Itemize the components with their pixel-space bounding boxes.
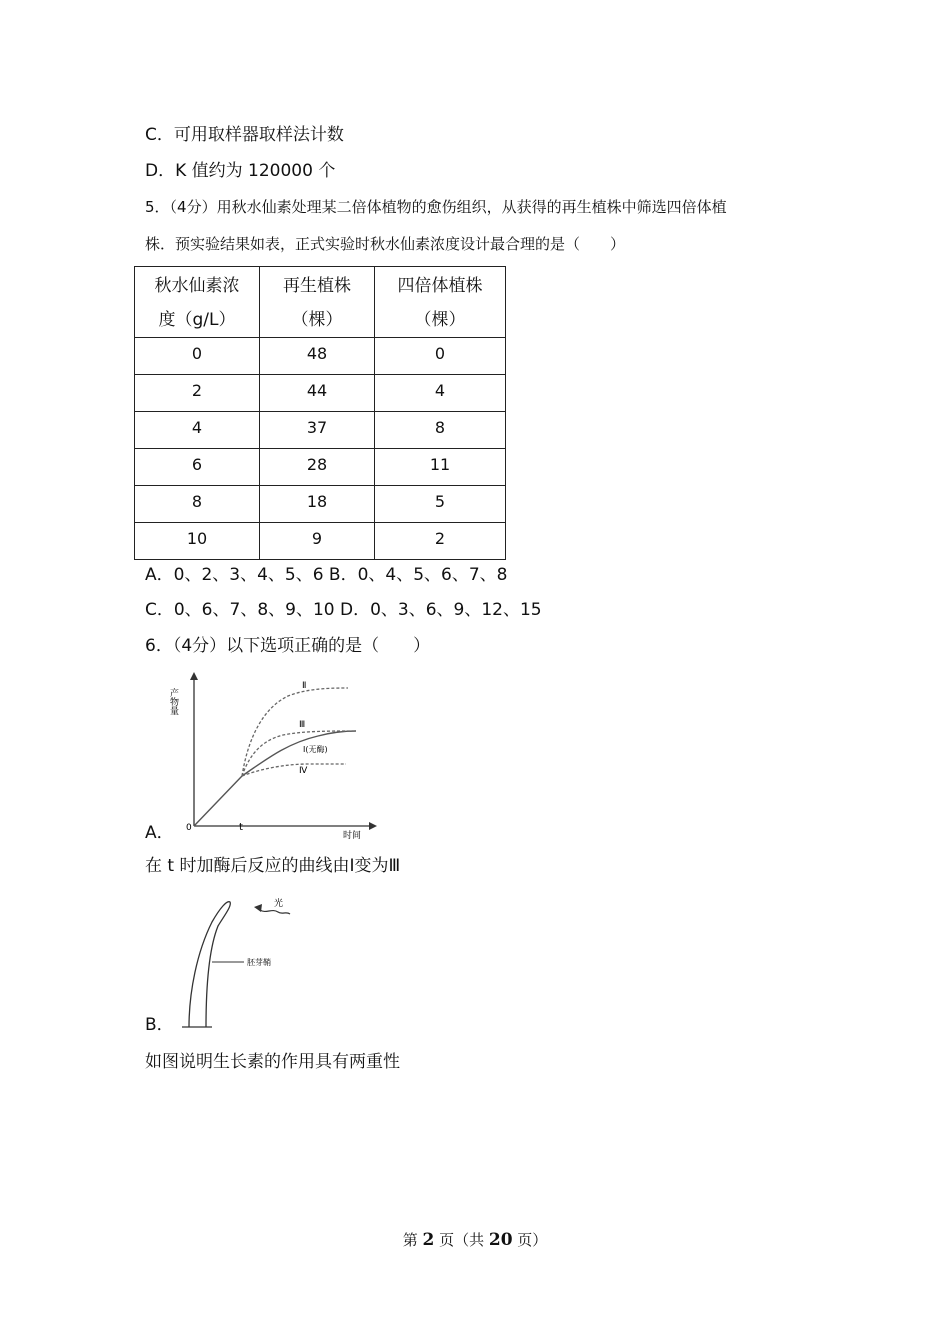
curve-label-ii: Ⅱ — [302, 681, 307, 691]
q4-option-d: D．K 值约为 120000 个 — [145, 161, 336, 181]
q5-options-line2: C．0、6、7、8、9、10 D．0、3、6、9、12、15 — [145, 600, 542, 620]
q5-options-line1: A．0、2、3、4、5、6 B．0、4、5、6、7、8 — [145, 565, 508, 585]
table-row — [135, 449, 506, 486]
page-total: 20 — [488, 1230, 513, 1250]
x-axis-arrow — [369, 822, 377, 830]
table-cell: 11 — [375, 449, 506, 486]
q6-option-a-label: A． — [145, 823, 174, 843]
coleoptile-outline — [182, 902, 230, 1027]
curve-label-i: Ⅰ(无酶) — [303, 745, 328, 754]
q6-stem: 6．（4分）以下选项正确的是（ ） — [145, 636, 431, 656]
table-cell: 44 — [260, 375, 375, 412]
table-cell: 5 — [375, 486, 506, 523]
table-row — [135, 486, 506, 523]
q5-table — [134, 266, 506, 560]
table-cell: 48 — [260, 338, 375, 375]
table-row — [135, 523, 506, 560]
q5-stem-line2: 株．预实验结果如表，正式实验时秋水仙素浓度设计最合理的是（ ） — [145, 235, 626, 253]
header-tetraploid: 四倍体植株 （棵） — [375, 267, 506, 338]
page-footer: 第 2 页（共 20 页） — [402, 1230, 548, 1250]
curve-iii — [242, 731, 353, 776]
light-arrow-head — [254, 904, 262, 912]
table-cell: 4 — [375, 375, 506, 412]
light-label: 光 — [274, 899, 284, 909]
table-row — [135, 375, 506, 412]
table-header-row — [135, 267, 506, 338]
enzyme-reaction-graph — [168, 668, 388, 840]
table-row — [135, 412, 506, 449]
table-cell: 28 — [260, 449, 375, 486]
table-cell: 6 — [135, 449, 260, 486]
t-label: t — [239, 822, 243, 833]
header-concentration: 秋水仙素浓 度（g/L） — [135, 267, 260, 338]
table-cell: 0 — [135, 338, 260, 375]
q6-option-a-text: 在 t 时加酶后反应的曲线由Ⅰ变为Ⅲ — [145, 856, 401, 876]
table-cell: 37 — [260, 412, 375, 449]
table-cell: 2 — [135, 375, 260, 412]
q4-option-c: C．可用取样器取样法计数 — [145, 125, 344, 145]
origin-label: 0 — [186, 823, 192, 833]
header-regenerated: 再生植株 （棵） — [260, 267, 375, 338]
table-cell: 8 — [375, 412, 506, 449]
table-cell: 18 — [260, 486, 375, 523]
table-cell: 4 — [135, 412, 260, 449]
table-row — [135, 338, 506, 375]
y-axis-arrow — [190, 672, 198, 680]
part-label: 胚芽鞘 — [247, 958, 271, 967]
light-arrow — [260, 910, 290, 914]
curve-ii — [242, 688, 348, 776]
q6-option-b-text: 如图说明生长素的作用具有两重性 — [145, 1052, 400, 1072]
table-cell: 9 — [260, 523, 375, 560]
page-number: 2 — [422, 1230, 435, 1250]
initial-segment — [194, 776, 242, 826]
q5-stem-line1: 5．（4分）用秋水仙素处理某二倍体植物的愈伤组织，从获得的再生植株中筛选四倍体植 — [145, 198, 727, 216]
coleoptile-illustration — [172, 892, 312, 1032]
q6-option-b-label: B． — [145, 1015, 174, 1035]
curve-label-iii: Ⅲ — [299, 720, 306, 730]
curve-label-iv: Ⅳ — [299, 766, 308, 776]
table-cell: 0 — [375, 338, 506, 375]
table-cell: 10 — [135, 523, 260, 560]
x-axis-label: 时间 — [343, 831, 362, 840]
y-axis-label: 产物量 — [168, 688, 178, 715]
table-cell: 8 — [135, 486, 260, 523]
table-cell: 2 — [375, 523, 506, 560]
